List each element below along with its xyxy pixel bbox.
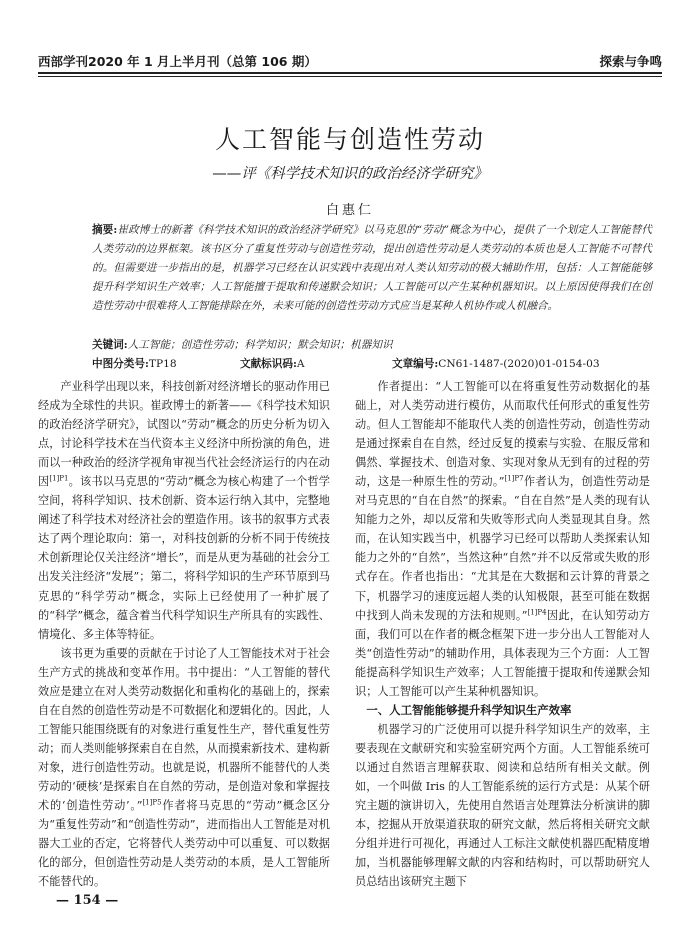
clc-label: 中图分类号: xyxy=(92,358,149,370)
citation: [1]P1 xyxy=(49,474,69,483)
keywords xyxy=(92,337,652,352)
article-subtitle: ——评《科学技术知识的政治经济学研究》 xyxy=(212,166,488,182)
citation: [1]P5 xyxy=(142,798,162,807)
keywords-label: 关键词: xyxy=(92,339,128,351)
citation: [1]P7 xyxy=(504,474,524,483)
article-author: 白惠仁 xyxy=(325,203,374,218)
body-column-left xyxy=(38,377,330,891)
paragraph: 该书更为重要的贡献在于讨论了人工智能技术对于社会生产方式的挑战和变革作用。书中提出：“人工智能的替代效应是建立在对人类劳动数据化和重构化的基础上的，探索自在自然的创造性劳动是不可数据化和逻辑化的。因此，人工智能只能围绕既有的对象进行重复性生产，替代重复性劳动；而人类则能够探索自在自然，从而摸索新技术、建构新对象，进行创造性劳动。也就是说，机器所不能替代的人类劳动的‘硬核’是探索自在自然的劳动，是创造对象和掌握技术的‘创造性劳动’。”$^{[1]P5}$作者将马克思的“劳动”概念区分为“重复性劳动”和“创造性劳动”，进而指出人工智能是对机器大工业的否定，它将替代人类劳动中可以重复、可以数据化的部分，但创造性劳动是人类劳动的本质，是人工智能所不能替代的。 xyxy=(38,646,330,889)
paragraph: 产业科学出现以来，科技创新对经济增长的驱动作用已经成为全球性的共识。崔政博士的新著——《科学技术知识的政治经济学研究》，试图以“劳动”概念的历史分析为切入点，讨论科学技术在当代资本主义经济中所扮演的角色，进而以一种政治的经济学视角审视当代社会经济运行的内在动因$^{[1]P1}$。该书以马克思的“劳动”概念为核心构建了一个哲学空间，将科学知识、技术创新、资本运行纳入其中，完整地阐述了科学技术对经济社会的塑造作用。该书的叙事方式表达了两个理论取向：第一，对科技创新的分析不同于传统技术创新理论仅关注经济“增长”，而是从更为基础的社会分工出发关注经济“发展”；第二，将科学知识的生产环节原到马克思的“科学劳动”概念，实际上已经使用了一种扩展了的“科学”概念，蕴含着当代科学知识生产所具有的实践性、情境化、多主体等特征。 xyxy=(38,380,330,641)
section-name: 探索与争鸣 xyxy=(599,54,662,69)
article-number-label: 文章编号: xyxy=(392,358,439,370)
running-header xyxy=(38,50,662,72)
abstract xyxy=(92,221,652,316)
keywords-text: 人工智能；创造性劳动；科学知识；默会知识；机器知识 xyxy=(127,339,393,351)
page-number: — 154 — xyxy=(56,893,119,908)
body-column-right xyxy=(355,377,650,891)
abstract-text: 崔政博士的新著《科学技术知识的政治经济学研究》以马克思的“劳动”概念为中心，提供了一个划定人工智能替代人类劳动的边界框架。该书区分了重复性劳动与创造性劳动，提出创造性劳动是人类劳动的本质也是人工智能不可替代的。但需要进一步指出的是，机器学习已经在认识实践中表现出对人类认知劳动的极大辅助作用，包括：人工智能能够提升科学知识生产效率；人工智能擅于提取和传递默会知识；人工智能可以产生某种机器知识。以上原因使得我们在创造性劳动中很难将人工智能排除在外，未来可能的创造性劳动方式应当是某种人机协作或人机融合。 xyxy=(92,224,652,312)
paragraph: 作者提出：“人工智能可以在将重复性劳动数据化的基础上，对人类劳动进行模仿，从而取代任何形式的重复性劳动。但人工智能却不能取代人类的创造性劳动，创造性劳动是通过探索自在自然，经过反复的摸索与实验、在服反常和偶然、掌握技术、创造对象、实现对象从无到有的过程的劳动，这是一种原生性的劳动。”$^{[1]P7}$作者认为，创造性劳动是对马克思的“自在自然”的探索。“自在自然”是人类的现有认知能力之外，却以反常和失败等形式向人类显现其自身。然而，在认知实践当中，机器学习已经可以帮助人类探索认知能力之外的“自然”，当然这种“自然”并不以反常或失败的形式存在。作者也指出：“尤其是在大数据和云计算的背景之下，机器学习的速度远超人类的认知极限，甚至可能在数据中找到人尚未发现的方法和规则。”$^{[1]P4}$因此，在认知劳动方面，我们可以在作者的概念框架下进一步分出人工智能对人类“创造性劳动”的辅助作用，具体表现为三个方面：人工智能提高科学知识生产效率；人工智能擅于提取和传递默会知识；人工智能可以产生某种机器知识。 xyxy=(355,380,650,698)
header-rule-thin xyxy=(38,76,662,77)
header-rule xyxy=(38,72,662,74)
article-title: 人工智能与创造性劳动 xyxy=(214,125,485,154)
citation: [1]P4 xyxy=(527,607,547,616)
paragraph: 机器学习的广泛使用可以提升科学知识生产的效率，主要表现在文献研究和实验室研究两个方面。人工智能系统可以通过自然语言理解获取、阅读和总结所有相关文献。例如，一个叫做 Iris 的人工智能系统的运行方式是：从某个研究主题的演讲切入，先使用自然语言处理算法分析演讲的脚本，挖掘从开放渠道获取的研究文献，然后将相关研究文献分组并进行可视化，再通过人工标注文献使机器匹配精度增加，当机器能够理解文献的内容和结构时，可以帮助研究人员总结出该研究主题下 xyxy=(355,722,650,889)
abstract-label: 摘要: xyxy=(92,224,118,236)
doc-code-label: 文献标识码: xyxy=(240,358,297,370)
section-heading: 一、人工智能能够提升科学知识生产效率 xyxy=(366,702,572,717)
journal-issue-line: 西部学刊2020 年 1 月上半月刊（总第 106 期） xyxy=(38,54,317,69)
article-number-value: CN61-1487-(2020)01-0154-03 xyxy=(438,358,600,370)
clc-value: TP18 xyxy=(148,358,177,370)
doc-code-value: A xyxy=(296,358,305,370)
